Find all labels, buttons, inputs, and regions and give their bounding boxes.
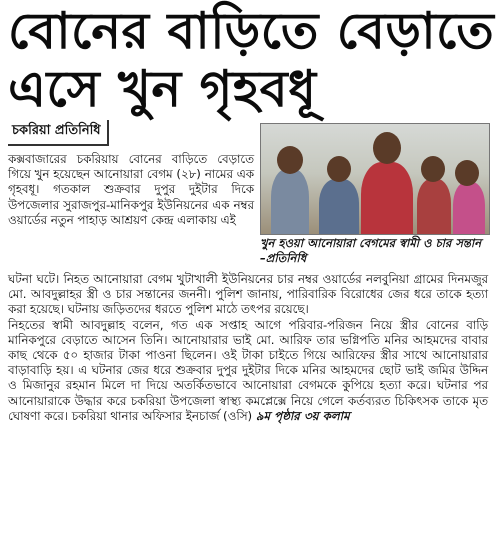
news-photo: [260, 123, 490, 235]
continued-jump-label: ৯ম পৃষ্ঠার ৩য় কলাম: [255, 408, 350, 423]
article-paragraph: ঘটনা ঘটে। নিহত আনোয়ারা বেগম খুটাখালী ইউনিয়নের চার নম্বর ওয়ার্ডের নলবুনিয়া গ্রামের দিনমজুর মো. আবদুল্লাহর স্ত্রী ও চার সন্তানের জননী। পুলিশ জানায়, পারিবারিক বিরোধের জের ধরে তাকে হত্যা করা হয়েছে। ঘটনায় জড়িতদের ধরতে পুলিশ মাঠে তৎপর রয়েছে।: [8, 272, 488, 317]
article-paragraph: নিহতের স্বামী আবদুল্লাহ বলেন, গত এক সপ্তাহ আগে পরিবার-পরিজন নিয়ে স্ত্রীর বোনের বাড়ি মানিকপুরে বেড়াতে আসেন তিনি। আনোয়ারার ভাই মো. আরিফ তার ভগ্নিপতি মনির আহমদের বাবার কাছ থেকে ৫০ হাজার টাকা পাওনা ছিলেন। ওই টাকা চাইতে গিয়ে আরিফের স্ত্রীর সাথে আনোয়ারার বাড়াবাড়ি হয়। এ ঘটনার জের ধরে শুক্রবার দুপুর দুইটার দিকে মনির আহমদের ছোট ভাই জমির উদ্দিন ও মিজানুর রহমান মিলে দা দিয়ে অতর্কিতভাবে আনোয়ারা বেগমকে কুপিয়ে হত্যা করে। ঘটনার পর আনোয়ারাকে উদ্ধার করে চকরিয়া উপজেলা স্বাস্থ্য কমপ্লেক্সে নিয়ে গেলে কর্তব্যরত চিকিৎসক তাকে মৃত ঘোষণা করে। চকরিয়া থানার অফিসার ইনচার্জ (ওসি) ৯ম পৃষ্ঠার ৩য় কলাম: [8, 317, 488, 423]
article-column-1: [8, 152, 254, 228]
article-paragraph: কক্সবাজারের চকরিয়ায় বোনের বাড়িতে বেড়াতে গিয়ে খুন হয়েছেন আনোয়ারা বেগম (২৮) নামের এক গৃহবধূ। গতকাল শুক্রবার দুপুর দুইটার দিকে উপজেলার সুরাজপুর-মানিকপুর ইউনিয়নের এক নম্বর ওয়ার্ডের নতুন পাহাড় আশ্রয়ণ কেন্দ্র এলাকায় এই: [8, 152, 254, 227]
headline: [8, 2, 495, 118]
photo-caption: খুন হওয়া আনোয়ারা বেগমের স্বামী ও চার সন্তান –প্রতিনিধি: [260, 236, 482, 265]
article-column-2: [8, 272, 488, 424]
byline: চকরিয়া প্রতিনিধি: [8, 120, 109, 146]
headline-line-1: বোনের বাড়িতে বেড়াতে: [8, 2, 495, 60]
headline-line-2: এসে খুন গৃহবধূ: [8, 60, 317, 118]
